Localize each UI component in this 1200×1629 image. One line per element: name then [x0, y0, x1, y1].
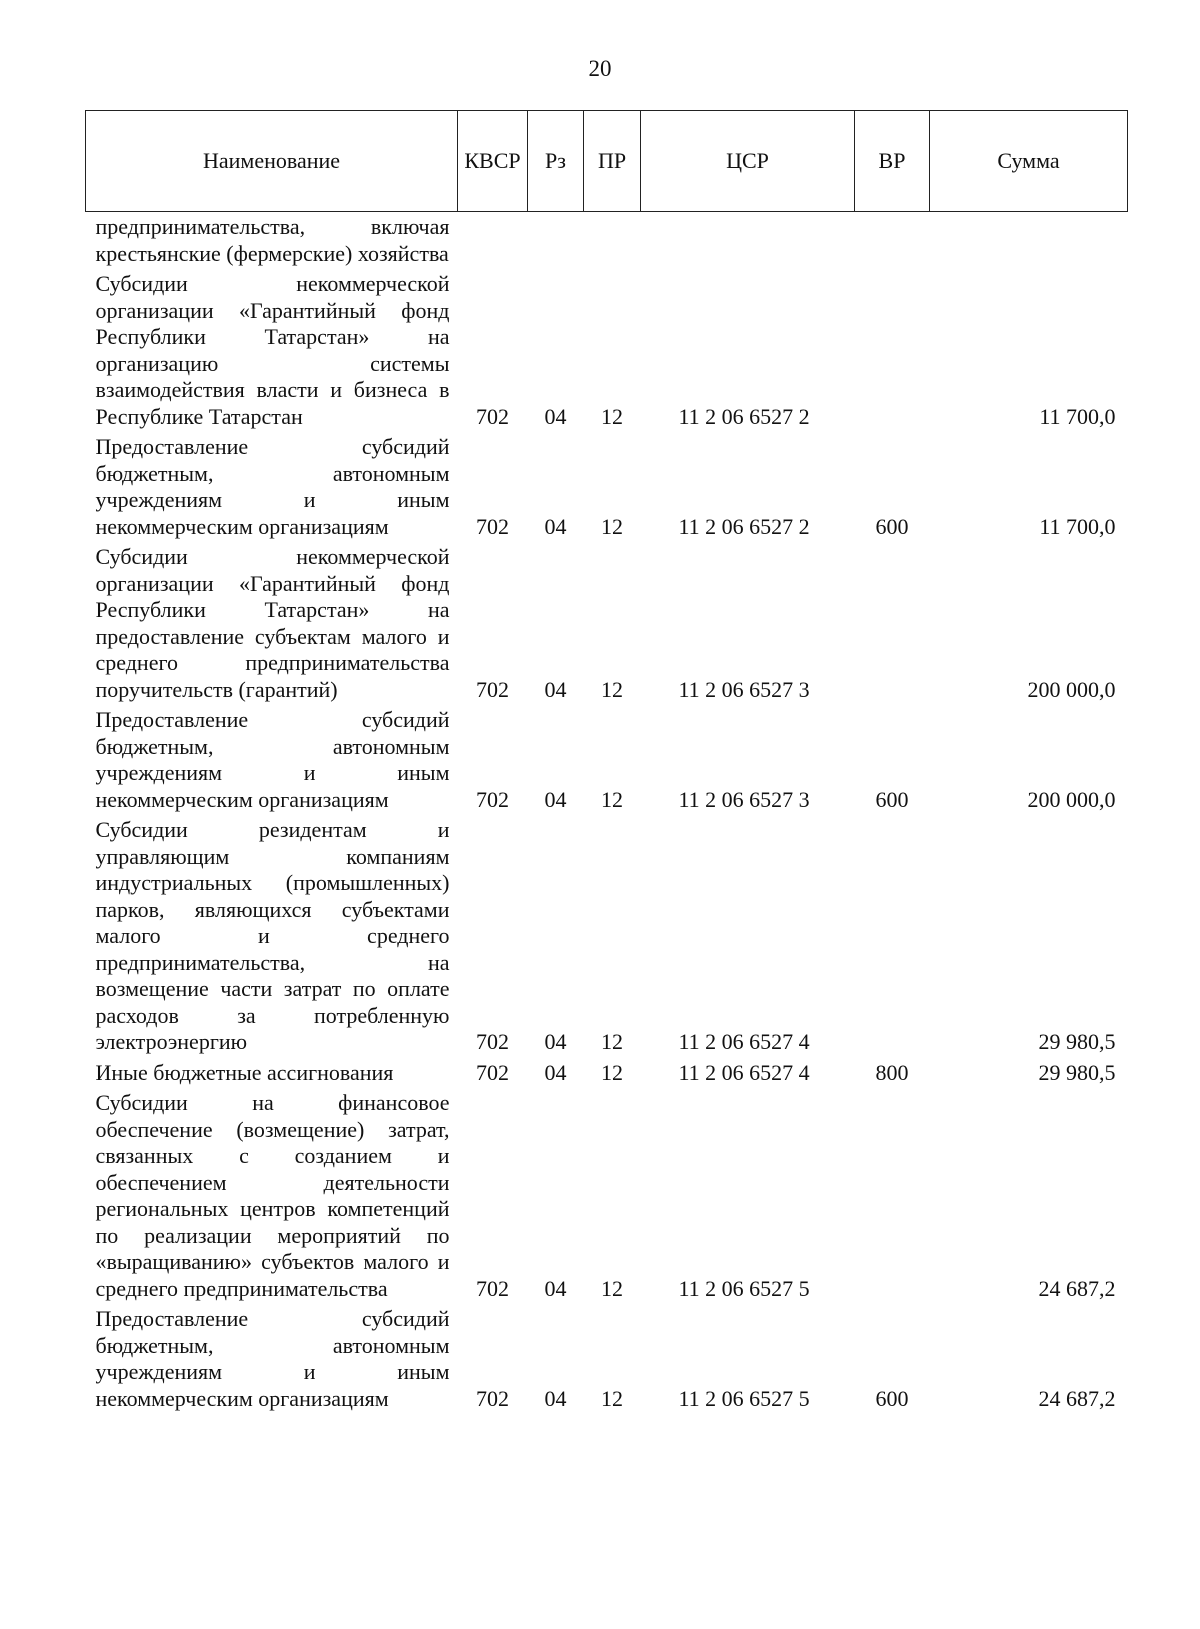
table-row	[86, 817, 1128, 1060]
page-number: 20	[588, 56, 612, 81]
header-sum: Сумма	[930, 111, 1128, 212]
cell-rz: 04	[544, 676, 567, 702]
cell-kvsr	[458, 212, 528, 272]
cell-rz: 04	[544, 1385, 567, 1411]
cell-sum: 200 000,0	[1027, 786, 1116, 812]
cell-name: предпринимательства, включая крестьянские (фермерские) хозяйства	[95, 214, 450, 266]
cell-name: Субсидии на финансовое обеспечение (возмещение) затрат, связанных с созданием и обеспечением деятельности региональных центров компетенций по реализации мероприятий по «выращиванию» субъектов малого и среднего предпринимательства	[95, 1090, 450, 1301]
cell-kvsr: 702	[476, 786, 509, 812]
cell-csr: 11 2 06 6527 5	[678, 1385, 810, 1411]
cell-pr: 12	[601, 403, 623, 429]
cell-vr: 600	[875, 513, 909, 539]
table-body	[86, 212, 1128, 1417]
cell-sum: 24 687,2	[1038, 1275, 1116, 1301]
header-pr: ПР	[584, 111, 641, 212]
cell-vr	[855, 212, 930, 272]
cell-vr	[855, 544, 930, 707]
cell-name: Субсидии резидентам и управляющим компаниям индустриальных (промышленных) парков, являющихся субъектами малого и среднего предпринимательства, на возмещение части затрат по оплате расходов за потребленную электроэнергию	[95, 817, 450, 1054]
cell-pr: 12	[601, 1059, 623, 1085]
cell-vr: 800	[875, 1059, 909, 1085]
cell-vr	[855, 271, 930, 434]
cell-pr: 12	[601, 676, 623, 702]
cell-sum: 24 687,2	[1038, 1385, 1116, 1411]
cell-csr: 11 2 06 6527 4	[678, 1059, 810, 1085]
cell-vr	[855, 817, 930, 1060]
header-kvsr: КВСР	[458, 111, 528, 212]
cell-rz: 04	[544, 786, 567, 812]
cell-name: Субсидии некоммерческой организации «Гарантийный фонд Республики Татарстан» на организацию системы взаимодействия власти и бизнеса в Республике Татарстан	[95, 271, 450, 429]
cell-rz: 04	[544, 403, 567, 429]
cell-pr: 12	[601, 786, 623, 812]
cell-name: Субсидии некоммерческой организации «Гарантийный фонд Республики Татарстан» на предоставление субъектам малого и среднего предпринимательства поручительств (гарантий)	[95, 544, 450, 702]
header-row	[86, 111, 1128, 212]
cell-name: Иные бюджетные ассигнования	[95, 1059, 394, 1085]
cell-csr: 11 2 06 6527 3	[678, 786, 810, 812]
cell-vr: 600	[875, 786, 909, 812]
header-rz: Рз	[528, 111, 584, 212]
cell-csr: 11 2 06 6527 3	[678, 676, 810, 702]
cell-sum	[930, 212, 1128, 272]
table-header	[86, 111, 1128, 212]
cell-sum: 200 000,0	[1027, 676, 1116, 702]
table-row	[86, 434, 1128, 544]
cell-kvsr: 702	[476, 1275, 509, 1301]
header-vr: ВР	[855, 111, 930, 212]
cell-name: Предоставление субсидий бюджетным, автономным учреждениям и иным некоммерческим организациям	[95, 1306, 450, 1411]
cell-kvsr: 702	[476, 513, 509, 539]
cell-vr	[855, 1090, 930, 1306]
budget-table	[85, 110, 1128, 1416]
cell-name: Предоставление субсидий бюджетным, автономным учреждениям и иным некоммерческим организациям	[95, 707, 450, 812]
header-csr: ЦСР	[641, 111, 855, 212]
table-row	[86, 707, 1128, 817]
table-row	[86, 271, 1128, 434]
cell-csr	[641, 212, 855, 272]
cell-csr: 11 2 06 6527 4	[678, 1029, 810, 1054]
table-row	[86, 212, 1128, 272]
cell-name: Предоставление субсидий бюджетным, автономным учреждениям и иным некоммерческим организациям	[95, 434, 450, 539]
cell-sum: 29 980,5	[1038, 1059, 1116, 1085]
cell-pr: 12	[601, 1275, 623, 1301]
cell-vr: 600	[875, 1385, 909, 1411]
cell-pr: 12	[601, 1385, 623, 1411]
cell-kvsr: 702	[476, 403, 509, 429]
cell-sum: 29 980,5	[1038, 1029, 1116, 1054]
cell-csr: 11 2 06 6527 5	[678, 1275, 810, 1301]
cell-csr: 11 2 06 6527 2	[678, 403, 810, 429]
cell-rz	[528, 212, 584, 272]
cell-kvsr: 702	[476, 1029, 509, 1054]
table-row	[86, 544, 1128, 707]
cell-kvsr: 702	[476, 1059, 509, 1085]
cell-rz: 04	[544, 1275, 567, 1301]
cell-pr	[584, 212, 641, 272]
table-row	[86, 1060, 1128, 1091]
cell-kvsr: 702	[476, 1385, 509, 1411]
cell-csr: 11 2 06 6527 2	[678, 513, 810, 539]
cell-rz: 04	[544, 1029, 567, 1054]
cell-sum: 11 700,0	[1039, 513, 1116, 539]
cell-pr: 12	[601, 1029, 623, 1054]
cell-rz: 04	[544, 1059, 567, 1085]
table-row	[86, 1090, 1128, 1306]
header-name: Наименование	[86, 111, 458, 212]
cell-kvsr: 702	[476, 676, 509, 702]
cell-sum: 11 700,0	[1039, 403, 1116, 429]
cell-pr: 12	[601, 513, 623, 539]
cell-rz: 04	[544, 513, 567, 539]
table-row	[86, 1306, 1128, 1416]
